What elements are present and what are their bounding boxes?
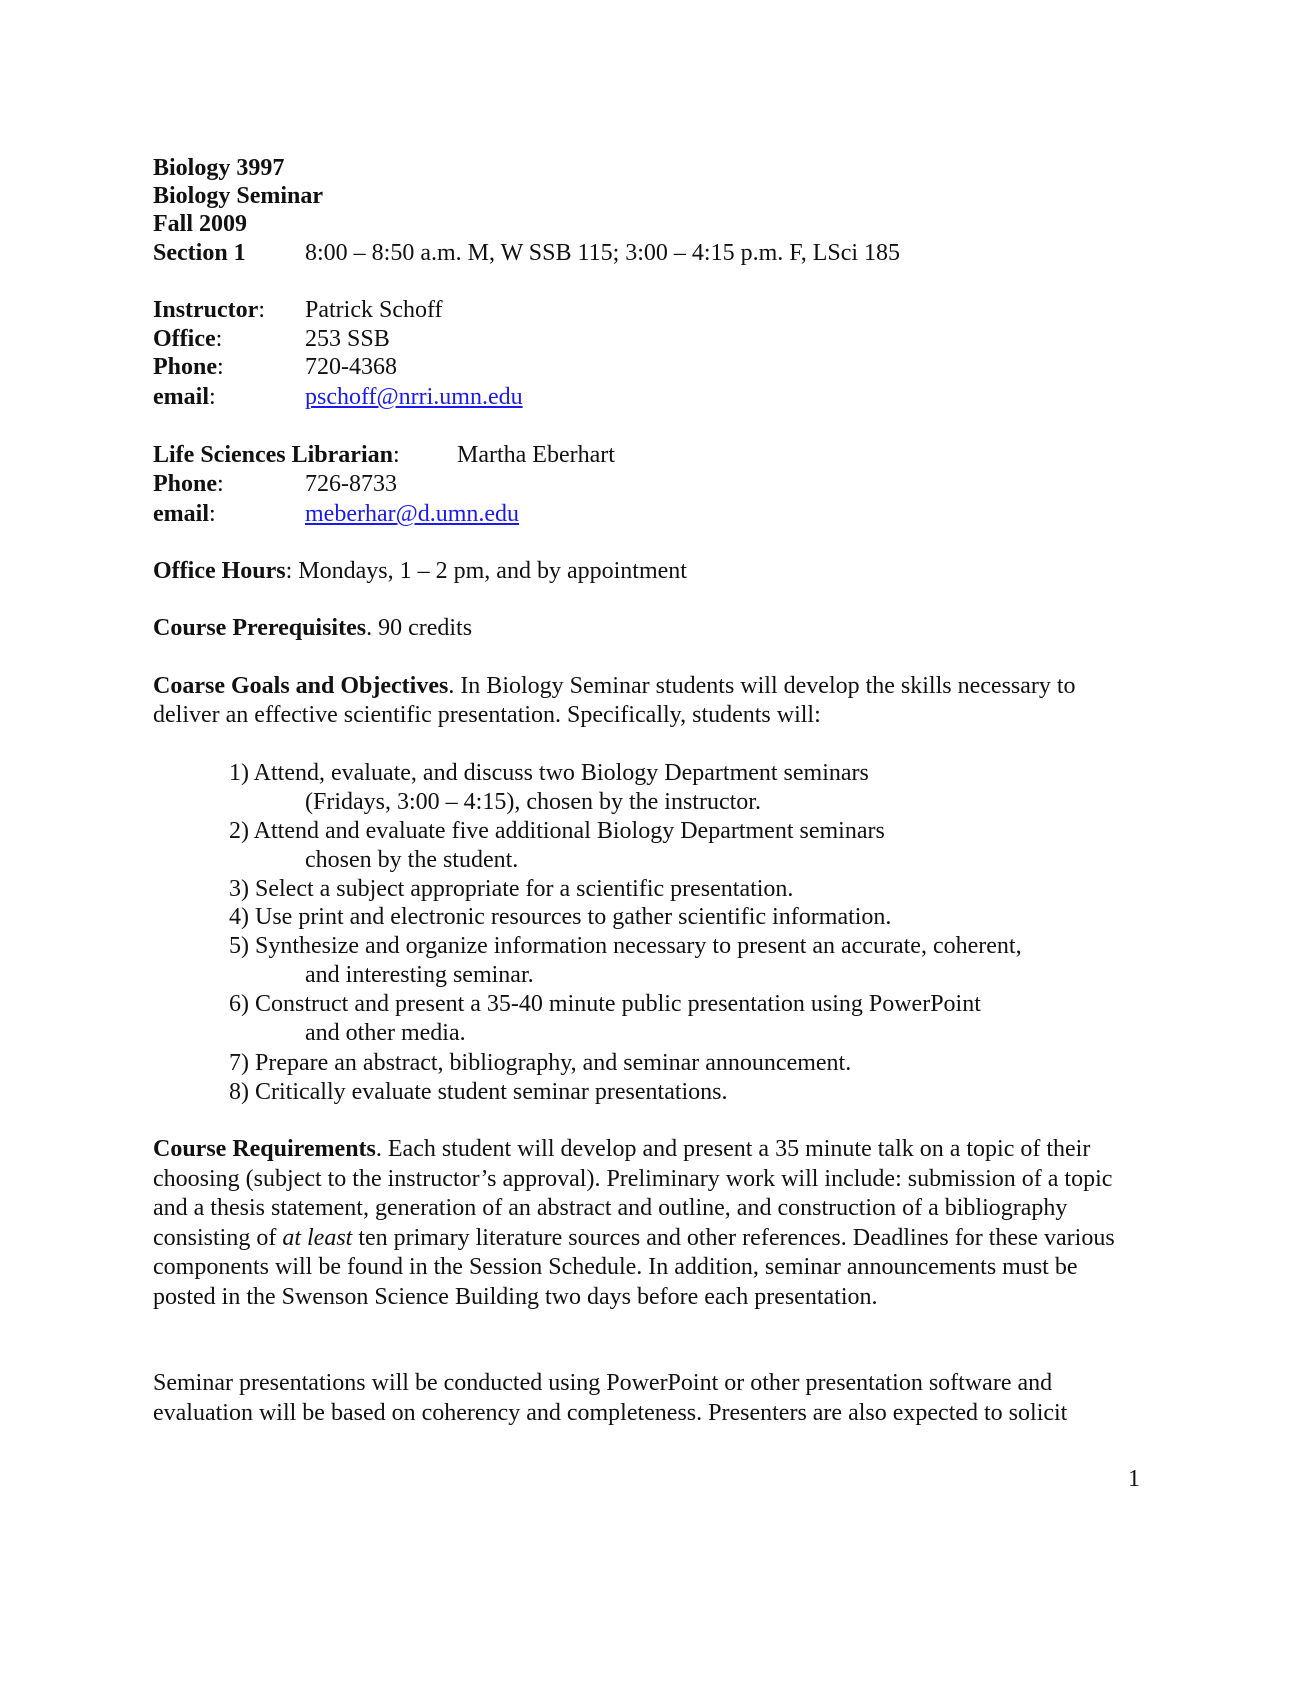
librarian-email-label: email: <box>153 501 216 527</box>
goal-item-4: 4) Use print and electronic resources to gather scientific information. <box>229 904 892 930</box>
goals-intro-line-1: Coarse Goals and Objectives. In Biology Seminar students will develop the skills necessary to <box>153 673 1076 699</box>
goal-item-1: 1) Attend, evaluate, and discuss two Biology Department seminars <box>229 760 869 786</box>
requirements-label: Course Requirements <box>153 1136 376 1162</box>
goal-item-3: 3) Select a subject appropriate for a scientific presentation. <box>229 876 794 902</box>
course-term: Fall 2009 <box>153 211 247 237</box>
instructor-label: Instructor: <box>153 297 265 323</box>
prerequisites-text: . 90 credits <box>366 615 473 641</box>
requirements-paragraph: Course Requirements. Each student will develop and present a 35 minute talk on a topic of their choosing (subject to the instructor’s approval). Preliminary work will include: submission of a topic and a thesis statement, generation of an abstract and outline, and construction of a bibliography consisting of at least ten primary literature sources and other references. Deadlines for these various components will be found in the Session Schedule. In addition, seminar announcements must be posted in the Swenson Science Building two days before each presentation. <box>153 1136 1115 1310</box>
course-prerequisites <box>153 614 472 643</box>
requirements-emphasis: at least <box>282 1224 353 1251</box>
course-title: Biology Seminar <box>153 183 324 209</box>
office-hours-text: : Mondays, 1 – 2 pm, and by appointment <box>285 558 687 584</box>
goal-item-5: 5) Synthesize and organize information necessary to present an accurate, coherent, <box>229 933 1022 959</box>
presentations-paragraph: Seminar presentations will be conducted using PowerPoint or other presentation software and evaluation will be based on coherency and completeness. Presenters are also expected to solicit <box>153 1370 1068 1426</box>
goal-item-8: 8) Critically evaluate student seminar presentations. <box>229 1079 728 1105</box>
goals-intro-line-2: deliver an effective scientific presentation. Specifically, students will: <box>153 702 821 728</box>
page-number: 1 <box>1128 1466 1140 1492</box>
goals-label: Coarse Goals and Objectives <box>153 673 449 699</box>
instructor-phone: 720-4368 <box>305 354 397 380</box>
goal-item-6: 6) Construct and present a 35-40 minute public presentation using PowerPoint <box>229 991 981 1017</box>
librarian-name: Martha Eberhart <box>457 442 615 468</box>
prerequisites-label: Course Prerequisites <box>153 615 367 641</box>
instructor-email-link[interactable]: pschoff@nrri.umn.edu <box>305 384 523 410</box>
goal-item-7: 7) Prepare an abstract, bibliography, and seminar announcement. <box>229 1050 852 1076</box>
office-label: Office: <box>153 326 223 352</box>
goal-item-2-cont: chosen by the student. <box>305 847 519 873</box>
office-hours <box>153 557 687 586</box>
librarian-email-link[interactable]: meberhar@d.umn.edu <box>305 501 520 527</box>
instructor-phone-label: Phone: <box>153 354 224 380</box>
section-schedule: 8:00 – 8:50 a.m. M, W SSB 115; 3:00 – 4:15 p.m. F, LSci 185 <box>305 240 901 266</box>
librarian-phone-label: Phone: <box>153 471 224 497</box>
librarian-phone: 726-8733 <box>305 471 397 497</box>
instructor-name: Patrick Schoff <box>305 297 443 323</box>
goal-item-1-cont: (Fridays, 3:00 – 4:15), chosen by the instructor. <box>305 789 761 815</box>
goal-item-5-cont: and interesting seminar. <box>305 962 534 988</box>
instructor-email-label: email: <box>153 384 216 410</box>
office-value: 253 SSB <box>305 326 390 352</box>
course-number: Biology 3997 <box>153 155 285 181</box>
goal-item-6-cont: and other media. <box>305 1020 466 1046</box>
librarian-label: Life Sciences Librarian: <box>153 442 400 468</box>
section-label: Section 1 <box>153 240 246 266</box>
goal-item-2: 2) Attend and evaluate five additional Biology Department seminars <box>229 818 885 844</box>
office-hours-label: Office Hours <box>153 558 286 584</box>
